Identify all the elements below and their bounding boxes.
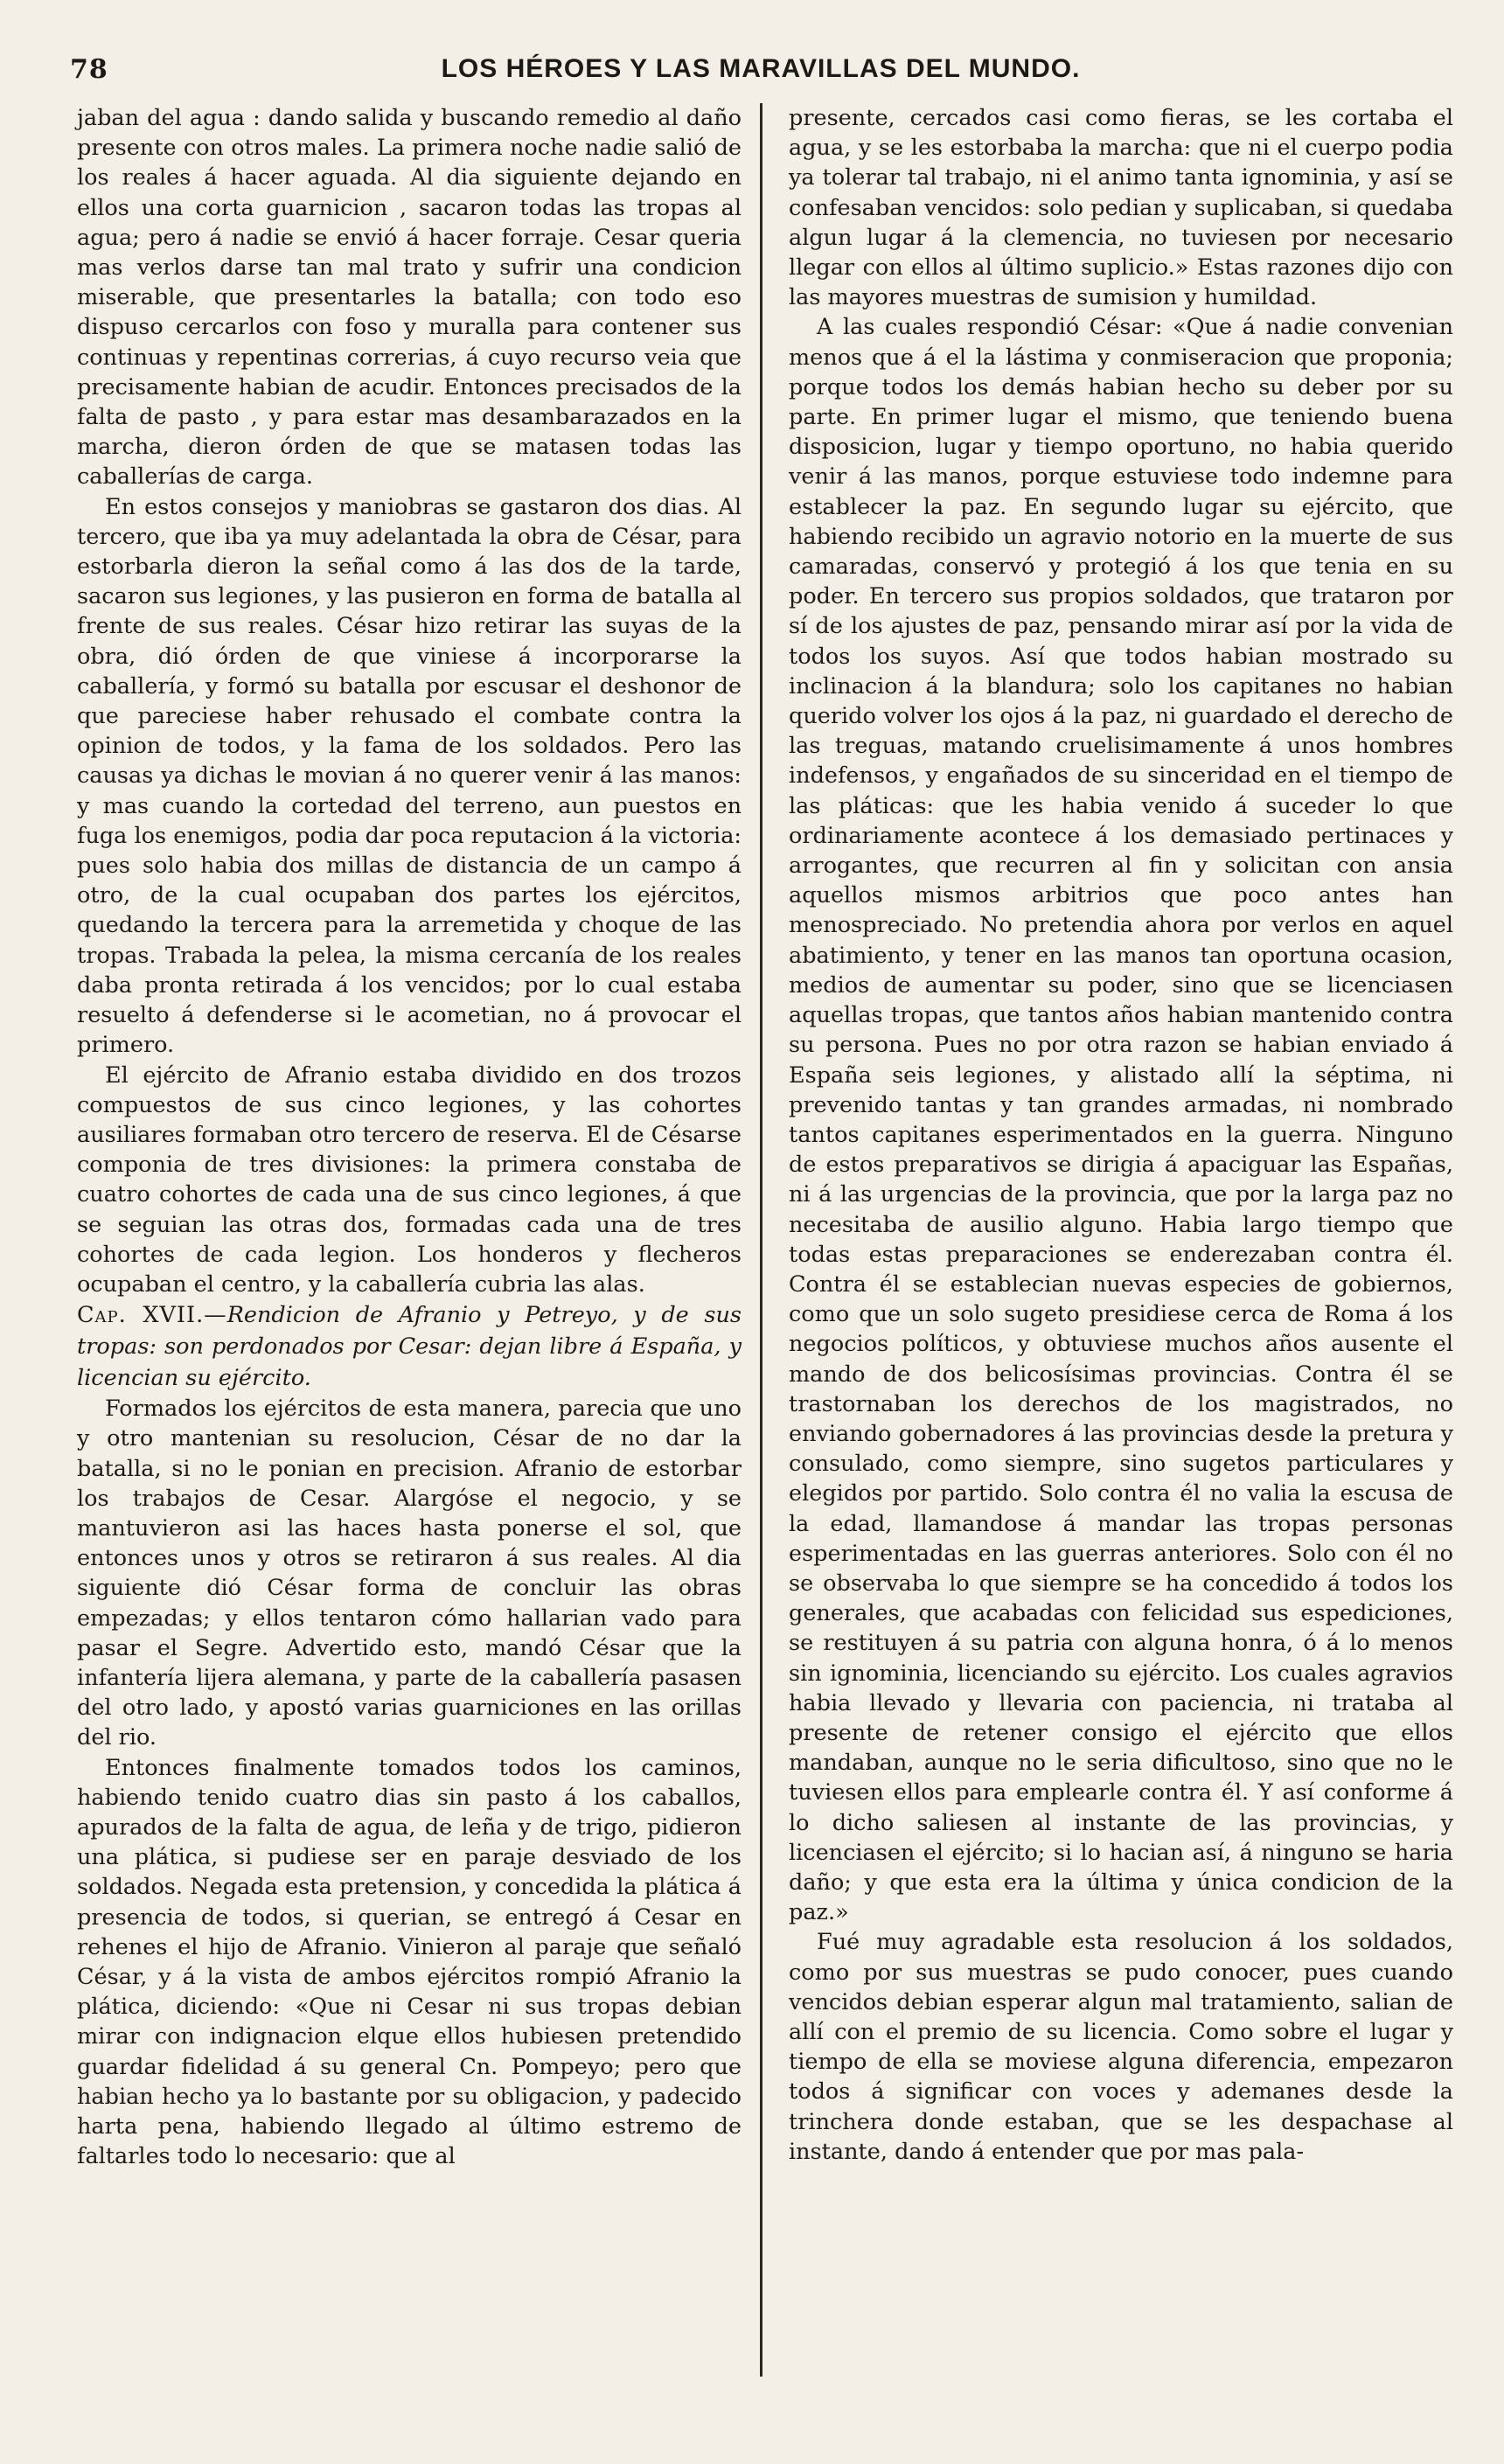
paragraph: El ejército de Afranio estaba dividido en dos trozos compuestos de sus cinco legiones, y las cohortes ausiliares formaban otro tercero de reserva. El de Césarse componia de tres divisiones: la primera constaba de cuatro cohortes de cada una de sus cinco legiones, á que se seguian las otras dos, formadas cada una de tres cohortes de cada legion. Los honderos y flecheros ocupaban el centro, y la caballería cubria las alas. (77, 1061, 742, 1298)
right-column (789, 103, 1453, 2167)
chapter-title: Rendicion de Afranio y Petreyo, y de sus tropas: son perdonados por Cesar: dejan libre á España, y licencian su ejército. (77, 1302, 742, 1392)
paragraph: Fué muy agradable esta resolucion á los soldados, como por sus muestras se pudo conocer, pues cuando vencidos debian esperar algun mal tratamiento, salian de allí con el premio de su licencia. Como sobre el lugar y tiempo de ella se moviese alguna diferencia, empezaron todos á significar con voces y ademanes desde la trinchera donde estaban, que se les despachase al instante, dando á entender que por mas pala- (789, 1929, 1453, 2165)
paragraph: En estos consejos y maniobras se gastaron dos dias. Al tercero, que iba ya muy adelantada la obra de César, para estorbarla dieron la señal como á las dos de la tarde, sacaron sus legiones, y las pusieron en forma de batalla al frente de sus reales. César hizo retirar las suyas de la obra, dió órden de que viniese á incorporarse la caballería, y formó su batalla por escusar el deshonor de que pareciese haber rehusado el combate contra la opinion de todos, y la fama de los soldados. Pero las causas ya dichas le movian á no querer venir á las manos: y mas cuando la cortedad del terreno, aun puestos en fuga los enemigos, podia dar poca reputacion á la victoria: pues solo habia dos millas de distancia de un campo á otro, de la cual ocupaban dos partes los ejércitos, quedando la tercera para la arremetida y choque de las tropas. Trabada la pelea, la misma cercanía de los reales daba pronta retirada á los vencidos; por lo cual estaba resuelto á defenderse si le acometian, no á provocar el primero. (77, 493, 742, 1059)
chapter-heading (77, 1299, 742, 1394)
paragraph: Formados los ejércitos de esta manera, parecia que uno y otro mantenian su resolucion, César de no dar la batalla, si no le ponian en precision. Afranio de estorbar los trabajos de Cesar. Alargóse el negocio, y se mantuvieron asi las haces hasta ponerse el sol, que entonces unos y otros se retiraron á sus reales. Al dia siguiente dió César forma de concluir las obras empezadas; y ellos tentaron cómo hallarian vado para pasar el Segre. Advertido esto, mandó César que la infantería lijera alemana, y parte de la caballería pasasen del otro lado, y apostó varias guarniciones en las orillas del rio. (77, 1396, 742, 1751)
column-divider (760, 103, 762, 2377)
paragraph: Entonces finalmente tomados todos los caminos, habiendo tenido cuatro dias sin pasto á los caballos, apurados de la falta de agua, de leña y de trigo, pidieron una plática, si pudiese ser en paraje desviado de los soldados. Negada esta pretension, y concedida la plática á presencia de todos, si querian, se entregó á Cesar en rehenes el hijo de Afranio. Vinieron al paraje que señaló César, y á la vista de ambos ejércitos rompió Afranio la plática, diciendo: «Que ni Cesar ni sus tropas debian mirar con indignacion elque ellos hubiesen pretendido guardar fidelidad á su general Cn. Pompeyo; pero que habian hecho ya lo bastante por su obligacion, y padecido harta pena, habiendo llegado al último estremo de faltarles todo lo necesario: que al (77, 1754, 742, 2170)
paragraph: presente, cercados casi como fieras, se les cortaba el agua, y se les estorbaba la marcha: que ni el cuerpo podia ya tolerar tal trabajo, ni el animo tanta ignominia, y así se confesaban vencidos: solo pedian y suplicaban, si quedaba algun lugar á la clemencia, no tuviesen por necesario llegar con ellos al último suplicio.» Estas razones dijo con las mayores muestras de sumision y humildad. (789, 105, 1453, 311)
chapter-label: Cap. XVII.— (77, 1302, 227, 1329)
running-head: LOS HÉROES Y LAS MARAVILLAS DEL MUNDO. (441, 54, 1081, 83)
page-header (70, 54, 1452, 93)
page-number: 78 (70, 54, 108, 85)
left-column (77, 103, 742, 2171)
paragraph: A las cuales respondió César: «Que á nadie convenian menos que á el la lástima y conmiseracion que proponia; porque todos los demás habian hecho su deber por su parte. En primer lugar el mismo, que teniendo buena disposicion, lugar y tiempo oportuno, no habia querido venir á las manos, porque estuviese todo indemne para establecer la paz. En segundo lugar su ejército, que habiendo recibido un agravio notorio en la muerte de sus camaradas, conservó y protegió á los que tenia en su poder. En tercero sus propios soldados, que trataron por sí de los ajustes de paz, pensando mirar así por la vida de todos los suyos. Así que todos habian mostrado su inclinacion á la blandura; solo los capitanes no habian querido volver los ojos á la paz, ni guardado el derecho de las treguas, matando cruelisimamente á unos hombres indefensos, y engañados de su sinceridad en el tiempo de las pláticas: que les habia venido á suceder lo que ordinariamente acontece á los demasiado pertinaces y arrogantes, que recurren al fin y solicitan con ansia aquellos mismos arbitrios que poco antes han menospreciado. No pretendia ahora por verlos en aquel abatimiento, y tener en las manos tan oportuna ocasion, medios de aumentar su poder, sino que se licenciasen aquellas tropas, que tantos años habian mantenido contra su persona. Pues no por otra razon se habian enviado á España seis legiones, y alistado allí la séptima, ni prevenido tantas y tan grandes armadas, ni nombrado tantos capitanes esperimentados en la guerra. Ninguno de estos preparativos se dirigia á apaciguar las Españas, ni á las urgencias de la provincia, que por la larga paz no necesitaba de ausilio alguno. Habia largo tiempo que todas estas preparaciones se enderezaban contra él. Contra él se establecian nuevas especies de gobiernos, como que un solo sugeto presidiese cerca de Roma á los negocios políticos, y obtuviese muchos años ausente el mando de dos belicosísimas provincias. Contra él se trastornaban los derechos de los magistrados, no enviando gobernadores á las provincias desde la pretura y consulado, como siempre, sino sugetos particulares y elegidos por partido. Solo contra él no valia la escusa de la edad, llamandose á mandar las tropas personas esperimentadas en las guerras anteriores. Solo con él no se observaba lo que siempre se ha concedido á todos los generales, que acabadas con felicidad sus espediciones, se restituyen á su patria con alguna honra, ó á lo menos sin ignominia, licenciando su ejército. Los cuales agravios habia llevado y llevaria con paciencia, ni trataba al presente de retener consigo el ejército que ellos mandaban, aunque no le seria dificultoso, sino que no le tuviesen ellos para emplearle contra él. Y así conforme á lo dicho saliesen al instante de las provincias, y licenciasen el ejército; si lo hacian así, á ninguno se haria daño; y que esta era la última y única condicion de la paz.» (789, 314, 1453, 1926)
paragraph: jaban del agua : dando salida y buscando remedio al daño presente con otros males. La primera noche nadie salió de los reales á hacer aguada. Al dia siguiente dejando en ellos una corta guarnicion , sacaron todas las tropas al agua; pero á nadie se envió á hacer forraje. Cesar queria mas verlos darse tan mal trato y sufrir una condicion miserable, que presentarles la batalla; con todo eso dispuso cercarlos con foso y muralla para contener sus continuas y repentinas correrias, á cuyo recurso veia que precisamente habian de acudir. Entonces precisados de la falta de pasto , y para estar mas desambarazados en la marcha, dieron órden de que se matasen todas las caballerías de carga. (77, 105, 742, 491)
